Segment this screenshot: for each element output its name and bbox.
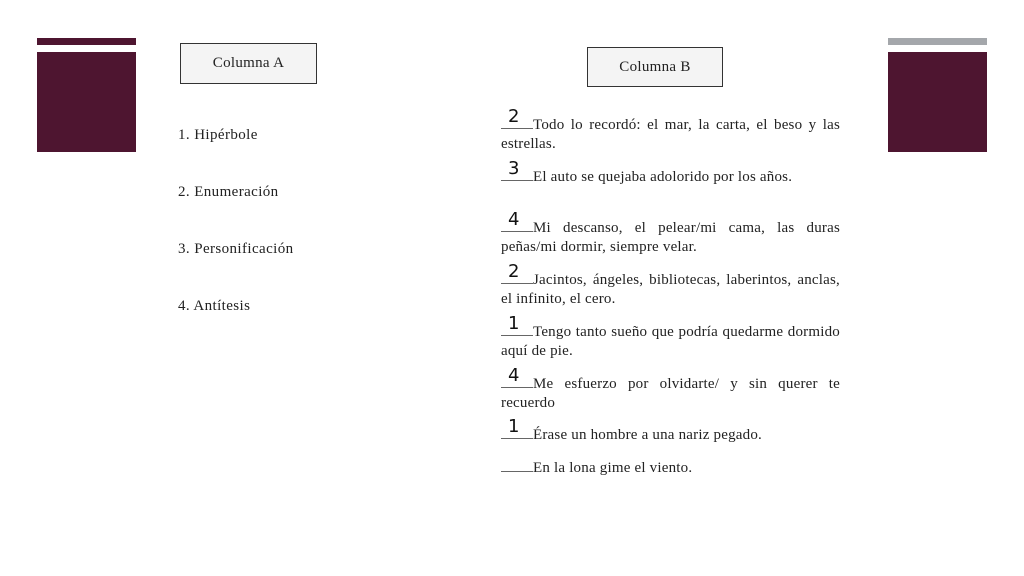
column-b-item-1 [501,106,840,154]
answer-blank[interactable] [501,416,533,439]
statement-text: Jacintos, ángeles, bibliotecas, laberintos, anclas, el infinito, el cero. [501,272,840,307]
right-gray-line [888,38,987,45]
statement-text: Todo lo recordó: el mar, la carta, el beso y las estrellas. [501,117,840,152]
column-a-item-1: 1. Hipérbole [178,127,258,143]
answer-blank[interactable] [501,209,533,232]
column-a-item-3: 3. Personificación [178,241,294,257]
column-a-header: Columna A [180,43,317,84]
column-b-item-6 [501,365,840,413]
statement-text: Tengo tanto sueño que podría quedarme dormido aquí de pie. [501,324,840,359]
answer-value: 3 [508,158,520,179]
statement-text: Me esfuerzo por olvidarte/ y sin querer te recuerdo [501,376,840,411]
statement-text: El auto se quejaba adolorido por los años. [533,169,793,185]
column-a-item-2: 2. Enumeración [178,184,279,200]
left-accent-line [37,38,136,45]
answer-value: 4 [508,209,520,230]
answer-value: 2 [508,106,520,127]
right-accent-block [888,52,987,152]
answer-value: 2 [508,261,520,282]
answer-blank[interactable] [501,365,533,388]
column-b-item-8 [501,459,840,478]
answer-blank[interactable] [501,158,533,181]
column-b-item-3 [501,209,840,257]
answer-value: 4 [508,365,520,386]
column-b-item-5 [501,313,840,361]
statement-text: En la lona gime el viento. [533,460,693,476]
left-accent-block [37,52,136,152]
statement-text: Mi descanso, el pelear/mi cama, las duras peñas/mi dormir, siempre velar. [501,220,840,255]
column-a-item-4: 4. Antítesis [178,298,251,314]
column-b-item-2 [501,158,840,187]
answer-blank[interactable] [501,459,533,472]
column-b-item-7 [501,416,840,445]
column-b-header: Columna B [587,47,723,87]
statement-text: Érase un hombre a una nariz pegado. [533,427,762,443]
answer-blank[interactable] [501,106,533,129]
answer-blank[interactable] [501,261,533,284]
column-b-item-4 [501,261,840,309]
answer-blank[interactable] [501,313,533,336]
answer-value: 1 [508,313,520,334]
answer-value: 1 [508,416,520,437]
